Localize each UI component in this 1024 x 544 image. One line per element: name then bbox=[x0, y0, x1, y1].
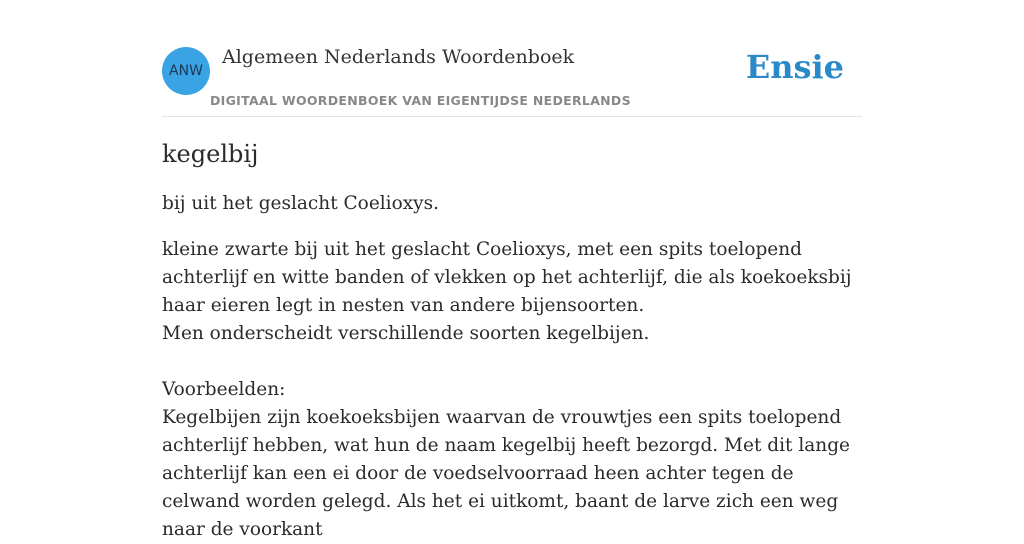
definition-text: kleine zwarte bij uit het geslacht Coelioxys, met een spits toelopend achterlijf en witte banden of vlekken op het achterlijf, die als koekoeksbij haar eieren legt in nesten van andere bijensoorten. bbox=[162, 239, 852, 316]
spacer bbox=[162, 348, 862, 376]
source-title[interactable]: Algemeen Nederlands Woordenboek bbox=[222, 46, 575, 68]
summary: bij uit het geslacht Coelioxys. bbox=[162, 193, 439, 214]
headword: kegelbij bbox=[162, 140, 259, 168]
header bbox=[162, 0, 862, 117]
definition-note: Men onderscheidt verschillende soorten kegelbijen. bbox=[162, 323, 650, 344]
anw-logo[interactable]: ANW bbox=[162, 47, 210, 95]
example-text: Kegelbijen zijn koekoeksbijen waarvan de vrouwtjes een spits toelopend achterlijf hebben, wat hun de naam kegelbij heeft bezorgd. Met dit lange achterlijf kan een ei door de voedselvoorraad heen achter tegen de celwand worden gelegd. Als het ei uitkomt, baant de larve zich een weg naar de voorkant bbox=[162, 407, 850, 540]
ensie-logo[interactable]: Ensie bbox=[745, 48, 844, 86]
entry-content bbox=[162, 138, 862, 544]
examples-label: Voorbeelden: bbox=[162, 379, 286, 400]
source-subtitle: DIGITAAL WOORDENBOEK VAN EIGENTIJDSE NEDERLANDS bbox=[210, 93, 631, 108]
definition-block bbox=[162, 236, 862, 544]
